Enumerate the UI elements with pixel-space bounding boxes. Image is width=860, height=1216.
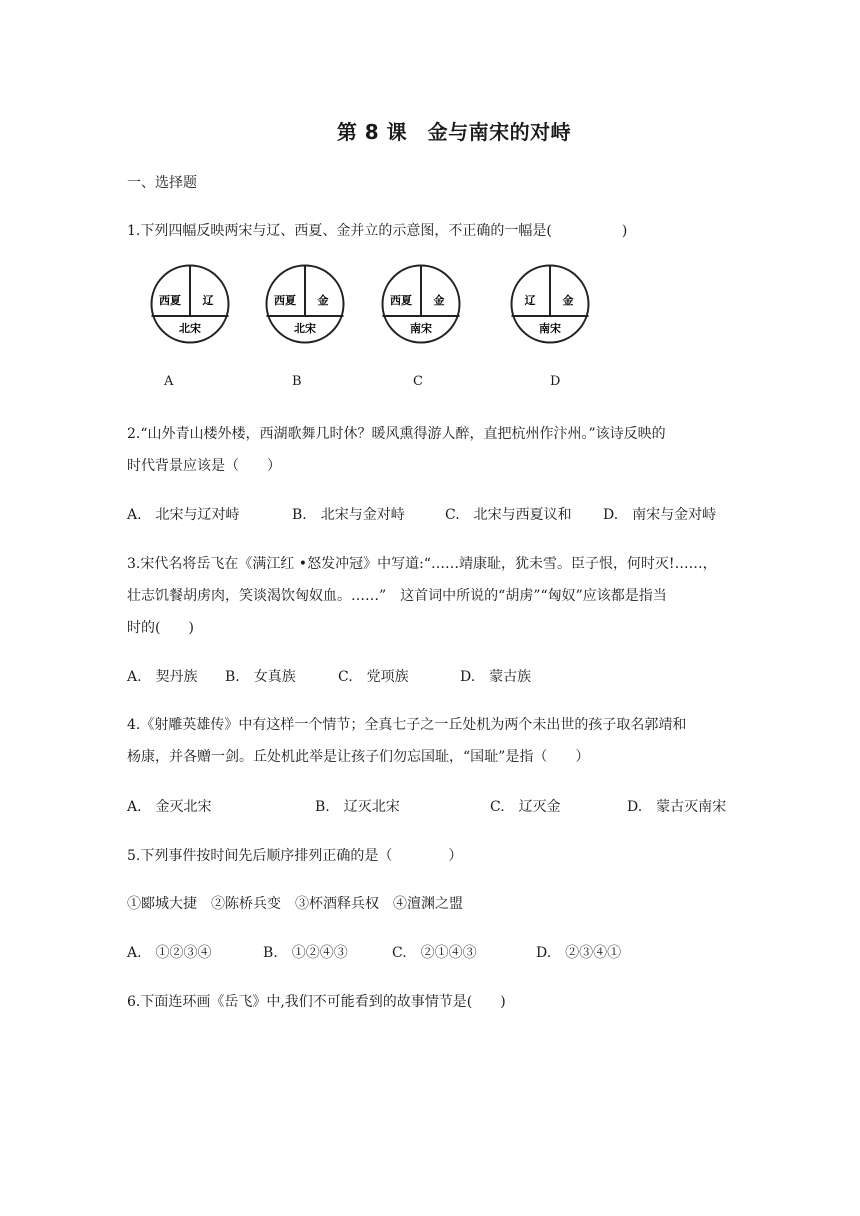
question-3-line-3: 时的( ) (127, 620, 194, 636)
diagram-b-bottom: 北宋 (294, 322, 316, 335)
question-3-line-1: 3.宋代名将岳飞在《满江红 •怒发冲冠》中写道:“……靖康耻，犹未雪。臣子恨，何时灭!……， (127, 556, 717, 572)
question-3-option-b: B. 女真族 (225, 669, 296, 685)
page-title: 第 8 课 金与南宋的对峙 (336, 120, 572, 144)
diagram-c (381, 264, 461, 344)
diagram-b-top-right: 金 (317, 294, 329, 307)
diagram-d-top-left: 辽 (524, 294, 536, 307)
question-3-option-c: C. 党项族 (338, 669, 409, 685)
question-4-option-c: C. 辽灭金 (490, 799, 561, 815)
question-4-line-2: 杨康，并各赠一剑。丘处机此举是让孩子们勿忘国耻，“国耻”是指（ ） (127, 749, 590, 765)
question-4-line-1: 4.《射雕英雄传》中有这样一个情节；全真七子之一丘处机为两个未出世的孩子取名郭靖和 (127, 717, 687, 733)
diagram-a-top-left: 西夏 (159, 294, 181, 307)
question-2-line-1: 2.“山外青山楼外楼，西湖歌舞几时休？暖风熏得游人醉，直把杭州作汴州。”该诗反映的 (127, 426, 666, 442)
diagram-b-top-left: 西夏 (274, 294, 296, 307)
question-5-events: ①郾城大捷 ②陈桥兵变 ③杯酒释兵权 ④澶渊之盟 (127, 896, 463, 912)
question-6-stem: 6.下面连环画《岳飞》中,我们不可能看到的故事情节是( ) (127, 994, 506, 1010)
question-5-option-c: C. ②①④③ (392, 945, 477, 961)
question-2-line-2: 时代背景应该是（ ） (127, 458, 281, 474)
diagram-d-top-right: 金 (562, 294, 574, 307)
question-2-option-b: B. 北宋与金对峙 (292, 507, 405, 523)
diagram-c-top-right: 金 (433, 294, 445, 307)
question-3-option-d: D. 蒙古族 (460, 669, 532, 685)
diagram-d (510, 264, 590, 344)
question-3-option-a: A. 契丹族 (127, 669, 198, 685)
question-1-stem: 1.下列四幅反映两宋与辽、西夏、金并立的示意图，不正确的一幅是( ) (127, 223, 628, 239)
question-5-option-d: D. ②③④① (536, 945, 622, 961)
question-4-option-d: D. 蒙古灭南宋 (627, 799, 727, 815)
question-4-option-b: B. 辽灭北宋 (315, 799, 400, 815)
diagram-c-bottom: 南宋 (410, 322, 432, 335)
question-4-option-a: A. 金灭北宋 (127, 799, 212, 815)
diagram-b-label: B (292, 374, 302, 389)
question-2-option-c: C. 北宋与西夏议和 (445, 507, 572, 523)
question-5-stem: 5.下列事件按时间先后顺序排列正确的是（ ） (127, 848, 463, 864)
diagram-d-bottom: 南宋 (539, 322, 561, 335)
diagram-a-top-right: 辽 (202, 294, 214, 307)
diagram-a (150, 264, 230, 344)
question-2-option-a: A. 北宋与辽对峙 (127, 507, 240, 523)
diagram-b (265, 264, 345, 344)
diagram-a-label: A (164, 374, 174, 389)
diagram-c-top-left: 西夏 (390, 294, 412, 307)
diagram-d-label: D (550, 374, 561, 389)
diagram-a-bottom: 北宋 (179, 322, 201, 335)
section-heading: 一、选择题 (127, 175, 197, 191)
question-2-option-d: D. 南宋与金对峙 (603, 507, 717, 523)
question-5-option-a: A. ①②③④ (127, 945, 212, 961)
question-5-option-b: B. ①②④③ (263, 945, 348, 961)
question-3-line-2: 壮志饥餐胡虏肉，笑谈渴饮匈奴血。……” 这首词中所说的“胡虏”“匈奴”应该都是指当 (127, 588, 667, 604)
diagram-c-label: C (413, 374, 423, 389)
